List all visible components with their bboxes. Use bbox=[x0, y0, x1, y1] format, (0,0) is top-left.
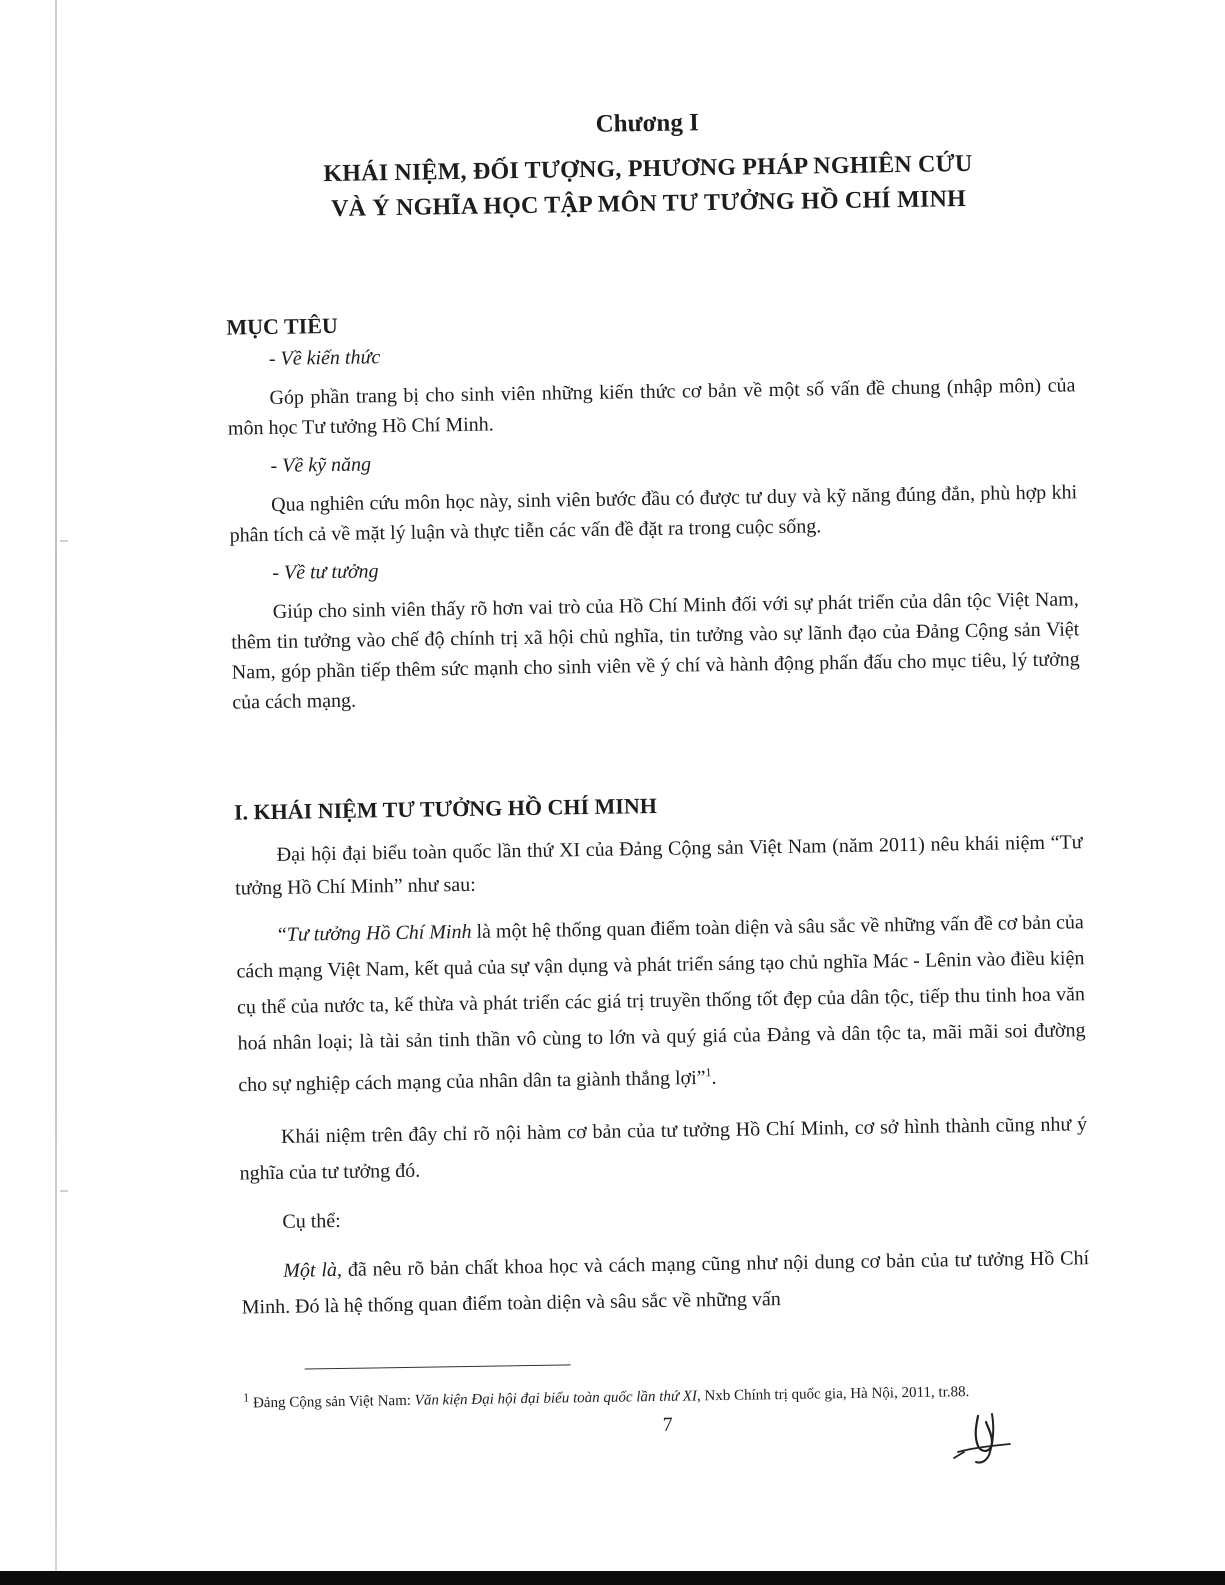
binding-mark bbox=[60, 1190, 68, 1192]
section-1-paragraph: Khái niệm trên đây chỉ rõ nội hàm cơ bản của tư tưởng Hồ Chí Minh, cơ sở hình thành cũng như ý nghĩa của tư tưởng đó. bbox=[239, 1112, 1088, 1185]
section-1-paragraph: Cụ thể: bbox=[282, 1209, 341, 1233]
skills-label: - Về kỹ năng bbox=[270, 453, 372, 477]
page-number: 7 bbox=[662, 1413, 673, 1436]
thought-text: Giúp cho sinh viên thấy rõ hơn vai trò của Hồ Chí Minh đối với sự phát triển của dân tộc Việt Nam, thêm tin tưởng vào chế độ chính trị xã hội chủ nghĩa, tin tưởng vào sự lãnh đạo của Đảng Cộng sản Việt Nam, góp phần tiếp thêm sức mạnh cho sinh viên về ý chí và hành động phấn đấu cho mục tiêu, lý tưởng của cách mạng. bbox=[231, 588, 1080, 714]
binding-edge bbox=[55, 0, 57, 1585]
objectives-heading: MỤC TIÊU bbox=[226, 312, 338, 340]
chapter-label: Chương I bbox=[595, 109, 700, 138]
chapter-title-line-1: KHÁI NIỆM, ĐỐI TƯỢNG, PHƯƠNG PHÁP NGHIÊN CỨU bbox=[323, 150, 973, 188]
definition-quote bbox=[236, 904, 1087, 1103]
paragraph-lead: Một là bbox=[283, 1258, 338, 1282]
footnote-work: Văn kiện Đại hội đại biểu toàn quốc lần thứ XI bbox=[414, 1388, 698, 1409]
section-1-paragraph: Đại hội đại biểu toàn quốc lần thứ XI của Đảng Cộng sản Việt Nam (năm 2011) nêu khái niệm “Tư tưởng Hồ Chí Minh” như sau: bbox=[235, 831, 1083, 900]
footnote-marker: 1 bbox=[243, 1390, 250, 1405]
handwritten-signature bbox=[948, 1408, 1018, 1468]
quote-term: Tư tưởng Hồ Chí Minh bbox=[286, 920, 472, 946]
section-1-heading: I. KHÁI NIỆM TƯ TƯỞNG HỒ CHÍ MINH bbox=[233, 792, 658, 825]
document-page bbox=[223, 103, 1092, 1443]
footnote-publisher: , Nxb Chính trị quốc gia, Hà Nội, 2011, tr.88. bbox=[696, 1383, 970, 1405]
binding-mark bbox=[60, 540, 68, 542]
footnote-reference: 1 bbox=[705, 1065, 712, 1080]
footnote-author: Đảng Cộng sản Việt Nam: bbox=[249, 1392, 415, 1412]
thought-label: - Về tư tưởng bbox=[272, 560, 379, 584]
scan-bottom-edge bbox=[0, 1571, 1225, 1585]
knowledge-label: - Về kiến thức bbox=[268, 346, 381, 370]
quote-open-mark: “ bbox=[277, 923, 287, 946]
quote-text: là một hệ thống quan điểm toàn diện và sâu sắc về những vấn đề cơ bản của cách mạng Việt Nam, kết quả của sự vận dụng và phát triển sáng tạo chủ nghĩa Mác - Lênin vào điều kiện cụ thể của nước ta, kế thừa và phát triển các giá trị truyền thống tốt đẹp của dân tộc, tiếp thu tinh hoa văn hoá nhân loại; là tài sản tinh thần vô cùng to lớn và quý giá của Đảng và dân tộc ta, mãi mãi soi đường cho sự nghiệp cách mạng của nhân dân ta giành thắng lợi” bbox=[236, 911, 1086, 1097]
section-1-paragraph bbox=[241, 1240, 1090, 1325]
paragraph-text: , đã nêu rõ bản chất khoa học và cách mạng cũng như nội dung cơ bản của tư tưởng Hồ Chí Minh. Đó là hệ thống quan điểm toàn diện và sâu sắc về những vấn bbox=[241, 1246, 1090, 1319]
skills-text: Qua nghiên cứu môn học này, sinh viên bước đầu có được tư duy và kỹ năng đúng đắn, phù hợp khi phân tích cả về mặt lý luận và thực tiễn các vấn đề đặt ra trong cuộc sống. bbox=[229, 481, 1078, 547]
knowledge-text: Góp phần trang bị cho sinh viên những kiến thức cơ bản về một số vấn đề chung (nhập môn) của môn học Tư tưởng Hồ Chí Minh. bbox=[227, 374, 1076, 440]
quote-end: . bbox=[711, 1066, 717, 1089]
chapter-title-line-2: VÀ Ý NGHĨA HỌC TẬP MÔN TƯ TƯỞNG HỒ CHÍ MINH bbox=[330, 186, 967, 222]
